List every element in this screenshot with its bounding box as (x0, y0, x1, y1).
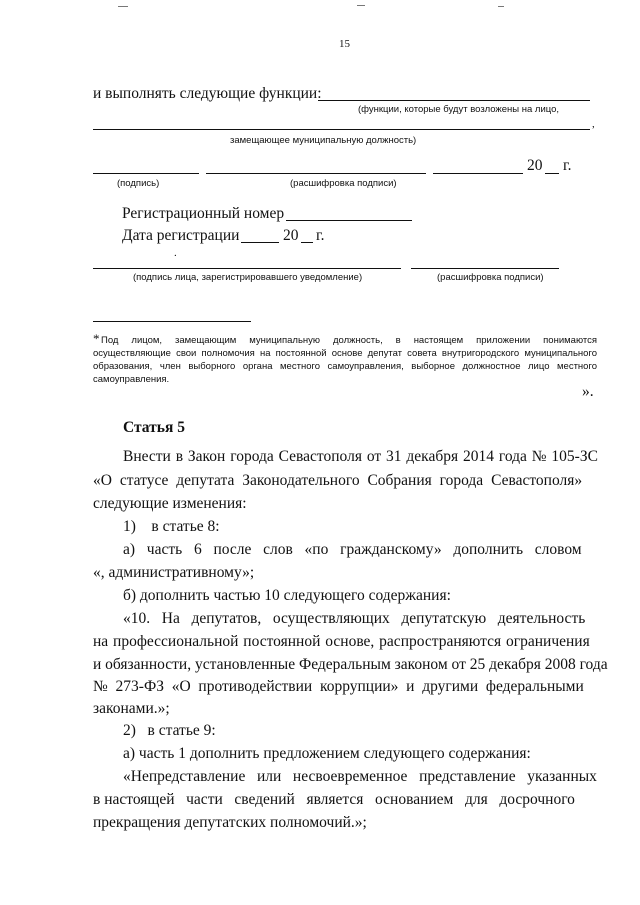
item-1b: б) дополнить частью 10 следующего содержания: (123, 587, 451, 604)
decode-caption: (расшифровка подписи) (290, 178, 397, 189)
article-title: Статья 5 (123, 419, 185, 436)
quote-line-1: «Непредставление или несвоевременное представление указанных (123, 768, 597, 785)
functions-lead: и выполнять следующие функции: (93, 85, 322, 102)
reg-number-label: Регистрационный номер (122, 205, 285, 222)
footnote-line-4: самоуправления. (93, 374, 170, 385)
item-2a: а) часть 1 дополнить предложением следующего содержания: (123, 745, 531, 762)
registrar-signature-line (93, 268, 401, 269)
footnote-marker: * (93, 331, 100, 346)
registrar-decode-line (411, 268, 559, 269)
footnote-text-1: Под лицом, замещающим муниципальную должность, в настоящем приложении понимаются (101, 335, 597, 346)
scan-artifact (498, 6, 504, 7)
article-intro-3: следующие изменения: (93, 495, 247, 512)
closing-quote: ». (582, 383, 594, 400)
signature-caption: (подпись) (117, 178, 160, 189)
p10-line-5: законами.»; (93, 700, 170, 717)
scan-artifact (357, 5, 365, 6)
scan-artifact (118, 6, 128, 7)
registrar-caption: (подпись лица, зарегистрировавшего уведомление) (133, 272, 363, 283)
date-line (433, 173, 523, 174)
article-intro-1: Внести в Закон города Севастополя от 31 декабря 2014 года № 105-ЗС (123, 448, 598, 465)
date-year-blank (545, 173, 559, 174)
footnote-text-3: образования, член выборного органа местного самоуправления, выборное должностное лицо местного (93, 361, 597, 372)
footnote-text-2: осуществляющие свои полномочия на постоянной основе депутат совета внутригородского муниципального (93, 348, 597, 359)
item-2: 2) в статье 9: (123, 722, 216, 739)
footnote-separator (93, 321, 251, 322)
date-suffix: г. (563, 157, 572, 174)
page-number: 15 (339, 38, 350, 50)
quote-line-3: прекращения депутатских полномочий.»; (93, 814, 367, 831)
p10-line-1: «10. На депутатов, осуществляющих депутатскую деятельность (123, 610, 586, 627)
position-caption: замещающее муниципальную должность) (230, 135, 417, 146)
registrar-decode-caption: (расшифровка подписи) (437, 272, 544, 283)
position-underline (93, 129, 590, 130)
item-1: 1) в статье 8: (123, 518, 220, 535)
article-intro-2: «О статусе депутата Законодательного Собрания города Севастополя» (93, 472, 583, 489)
footnote-line-2 (93, 348, 597, 359)
decode-line (206, 173, 426, 174)
item-1a-line-2: «, административному»; (93, 564, 255, 581)
p10-line-4: № 273-ФЗ «О противодействии коррупции» и другими федеральными (93, 678, 584, 695)
footnote-line-3 (93, 361, 597, 372)
reg-date-year-blank (301, 242, 313, 243)
trailing-comma: , (592, 118, 595, 130)
p10-line-3: и обязанности, установленные Федеральным законом от 25 декабря 2008 года (93, 656, 608, 673)
stray-dot: . (174, 247, 177, 259)
reg-date-suffix: г. (316, 227, 325, 244)
reg-date-year: 20 (283, 227, 299, 244)
footnote-line-1 (101, 335, 597, 346)
quote-line-2: в настоящей части сведений является основанием для досрочного (93, 791, 575, 808)
p10-line-2: на профессиональной постоянной основе, распространяются ограничения (93, 633, 590, 650)
reg-date-label: Дата регистрации (122, 227, 240, 244)
item-1a-line-1: а) часть 6 после слов «по гражданскому» дополнить словом (123, 541, 582, 558)
date-year: 20 (527, 157, 543, 174)
functions-caption: (функции, которые будут возложены на лицо, (358, 104, 560, 115)
reg-number-line (286, 220, 412, 221)
functions-underline (318, 100, 590, 101)
reg-date-day-line (241, 242, 279, 243)
signature-line (93, 173, 199, 174)
